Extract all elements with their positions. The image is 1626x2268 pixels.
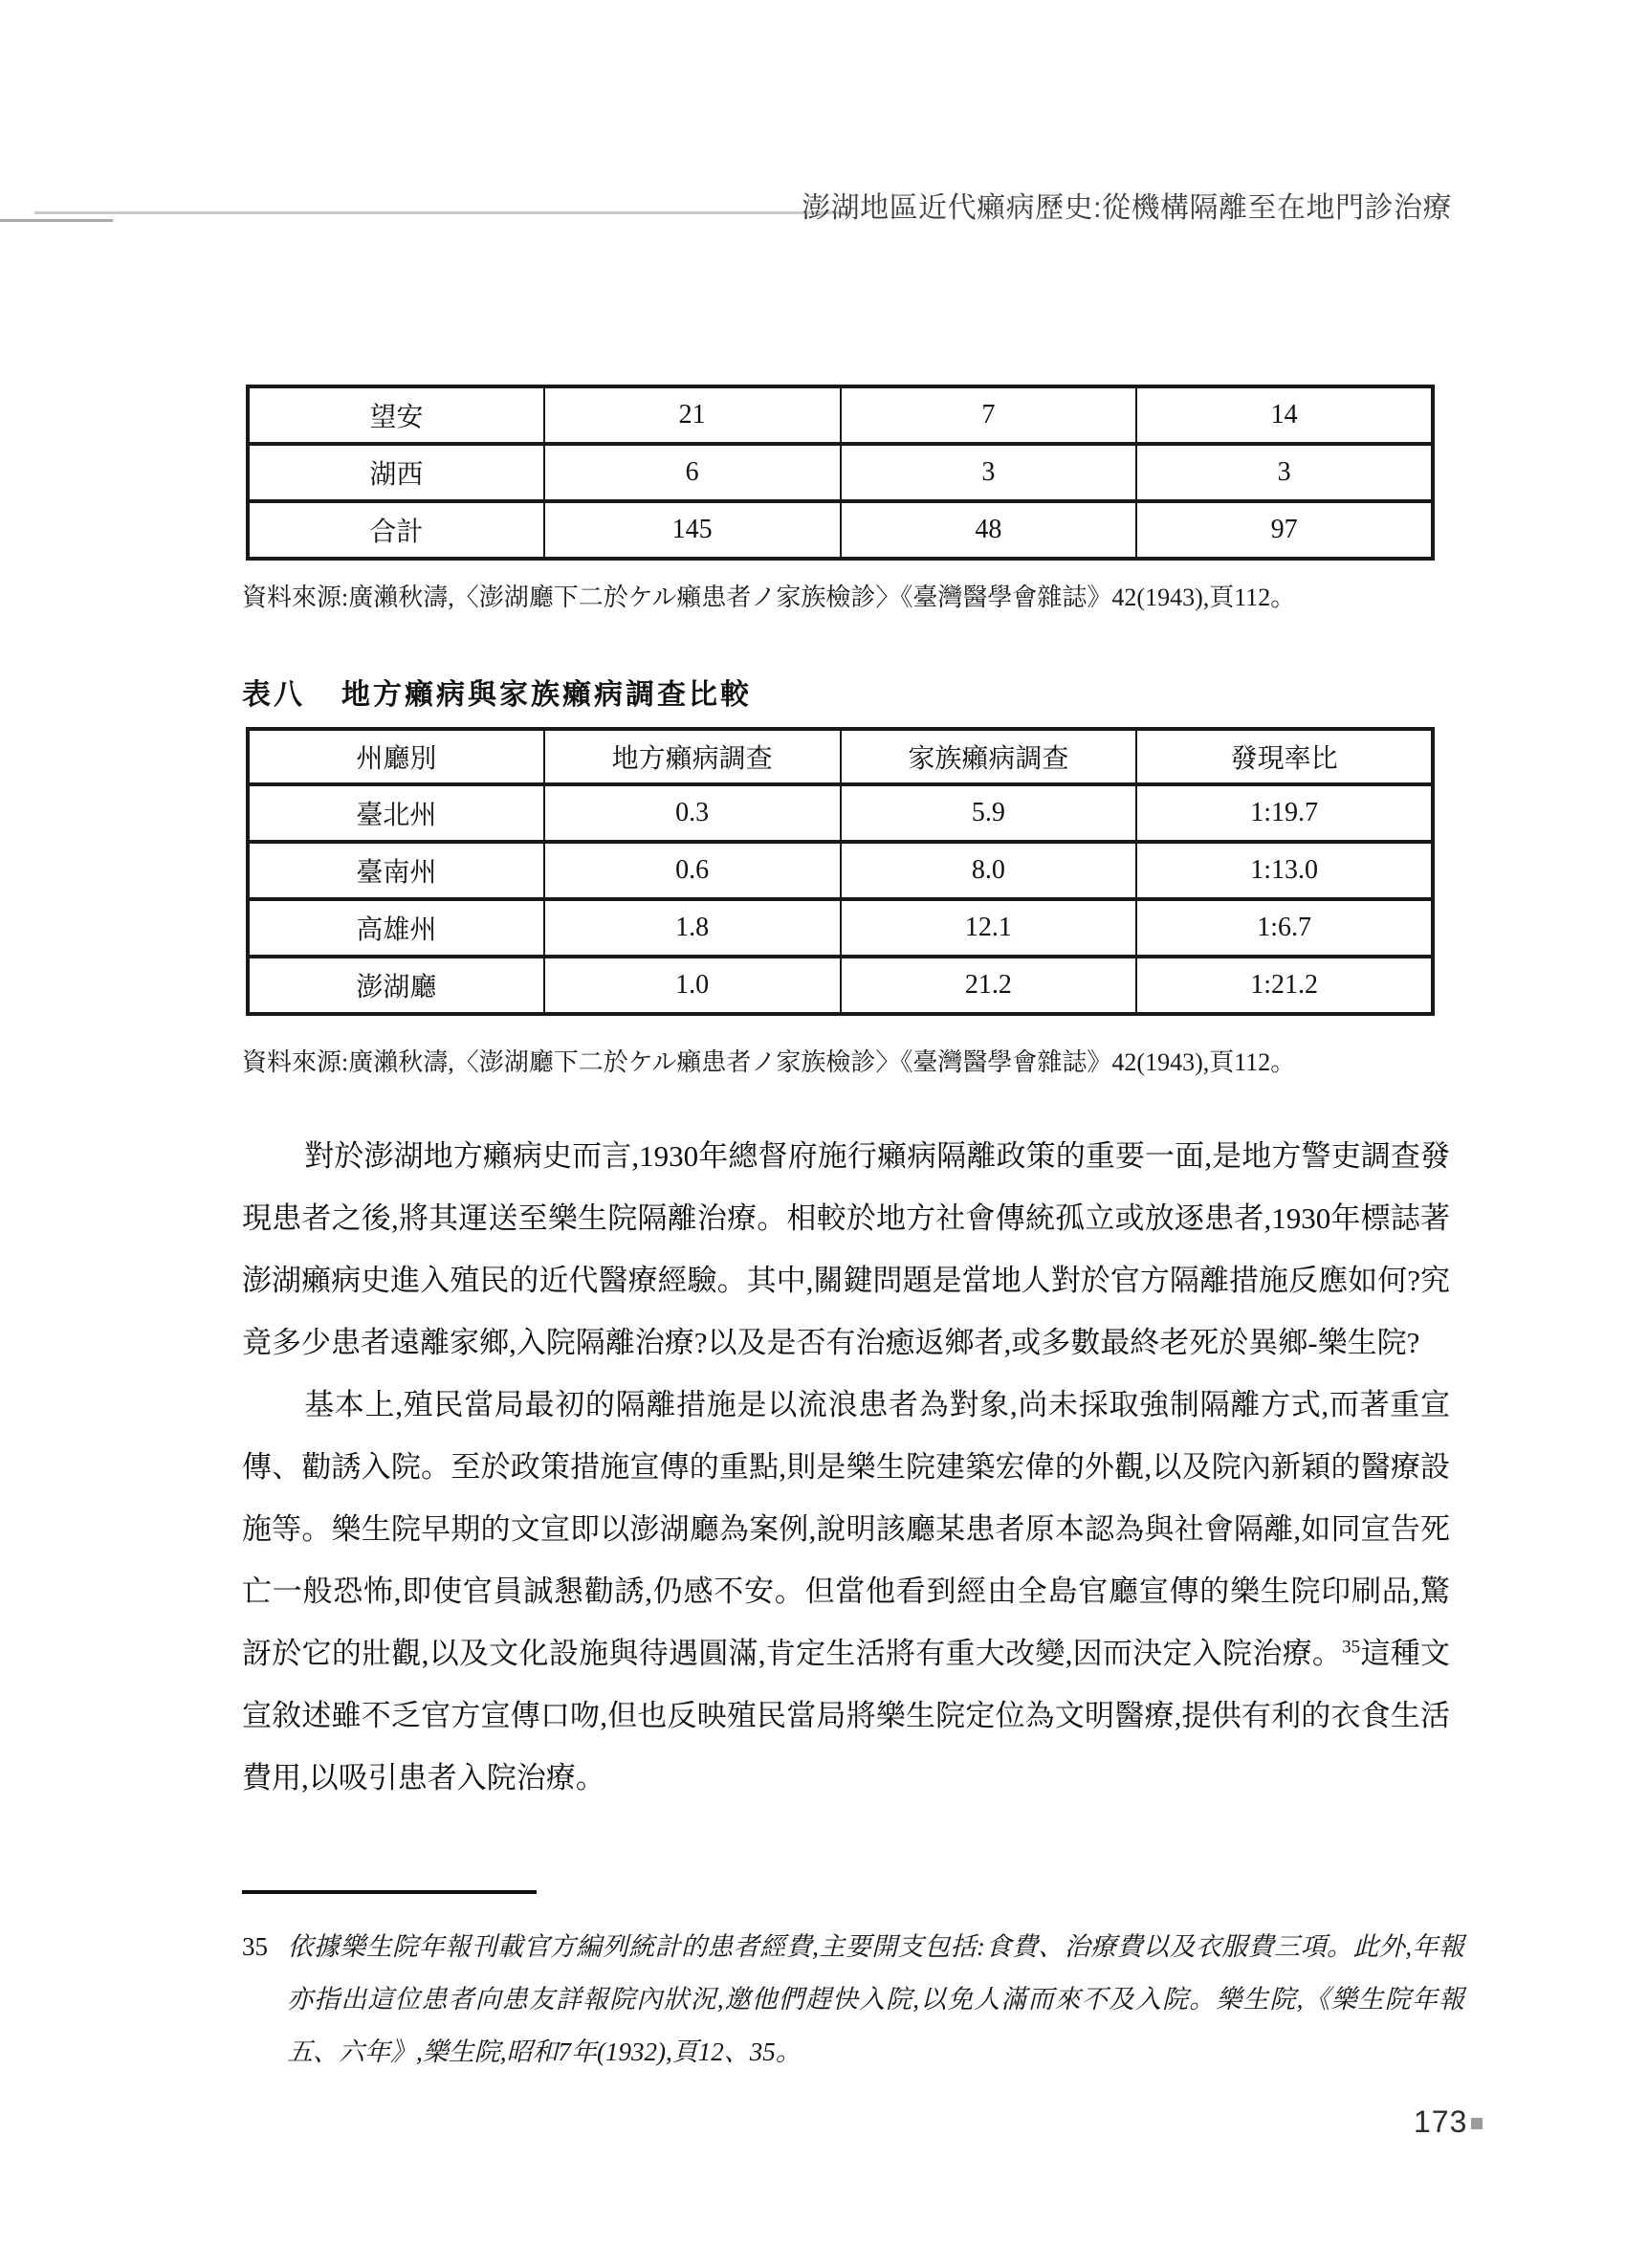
table-header-row [248,729,1433,784]
table-cell: 合計 [248,501,544,559]
table-cell: 臺北州 [248,784,544,842]
footnote [242,1921,1464,2079]
running-head-rule [34,211,851,214]
table-cell: 14 [1136,386,1433,444]
table-caption-label: 表八 [242,679,305,711]
table-cell: 澎湖廳 [248,957,544,1014]
table-caption [242,671,752,713]
table-cell: 3 [1136,444,1433,501]
footnote-ref-35: 35 [1342,1637,1361,1658]
table-cell: 97 [1136,501,1433,559]
table-cell: 高雄州 [248,899,544,957]
body-text [242,1125,1450,1809]
table-cell: 0.3 [544,784,841,842]
table-cell: 1:19.7 [1136,784,1433,842]
table-cell: 7 [841,386,1137,444]
table-cell: 5.9 [841,784,1137,842]
table-row [248,957,1433,1014]
table-cell: 1.8 [544,899,841,957]
table-cell: 3 [841,444,1137,501]
table-cell: 21 [544,386,841,444]
body-paragraph [242,1374,1450,1809]
table-source-note: 資料來源:廣瀨秋濤,〈澎湖廳下二於ケル癩患者ノ家族檢診〉《臺灣醫學會雜誌》42(1943),頁112。 [242,1048,1296,1076]
column-header: 家族癩病調查 [841,729,1137,784]
table-cell: 1:13.0 [1136,842,1433,899]
table-cell: 湖西 [248,444,544,501]
body-paragraph: 對於澎湖地方癩病史而言,1930年總督府施行癩病隔離政策的重要一面,是地方警吏調查發現患者之後,將其運送至樂生院隔離治療。相較於地方社會傳統孤立或放逐患者,1930年標誌著澎湖癩病史進入殖民的近代醫療經驗。其中,關鍵問題是當地人對於官方隔離措施反應如何?究竟多少患者遠離家鄉,入院隔離治療?以及是否有治癒返鄉者,或多數最終老死於異鄉-樂生院? [242,1139,1450,1359]
table-cell: 臺南州 [248,842,544,899]
paragraph-segment: 基本上,殖民當局最初的隔離措施是以流浪患者為對象,尚未採取強制隔離方式,而著重宣傳、勸誘入院。至於政策措施宣傳的重點,則是樂生院建築宏偉的外觀,以及院內新穎的醫療設施等。樂生院早期的文宣即以澎湖廳為案例,說明該廳某患者原本認為與社會隔離,如同宣告死亡一般恐怖,即使官員誠懇勸誘,仍感不安。但當他看到經由全島官廳宣傳的樂生院印刷品,驚訝於它的壯觀,以及文化設施與待遇圓滿,肯定生活將有重大改變,因而決定入院治療。 [242,1388,1450,1670]
table-row-total [248,501,1433,559]
table-row [248,444,1433,501]
column-header: 地方癩病調查 [544,729,841,784]
footnote-separator [242,1890,537,1894]
table-caption-title: 地方癩病與家族癩病調查比較 [341,679,752,711]
table-row [248,842,1433,899]
table-cell: 1:21.2 [1136,957,1433,1014]
footnote-number: 35 [242,1932,268,1961]
table-cell: 8.0 [841,842,1137,899]
table-row [248,386,1433,444]
table-cell: 145 [544,501,841,559]
table-cell: 望安 [248,386,544,444]
column-header: 發現率比 [1136,729,1433,784]
page-corner-mark [1471,2118,1483,2129]
column-header: 州廳別 [248,729,544,784]
table-cell: 21.2 [841,957,1137,1014]
table-cell: 1.0 [544,957,841,1014]
page-edge-rule [0,219,113,222]
table-cell: 48 [841,501,1137,559]
table-cell: 1:6.7 [1136,899,1433,957]
paragraph-segment: 這種文宣敘述雖不乏官方宣傳口吻,但也反映殖民當局將樂生院定位為文明醫療,提供有利的衣食生活費用,以吸引患者入院治療。 [242,1637,1451,1795]
table-cell: 12.1 [841,899,1137,957]
running-head-title: 澎湖地區近代癩病歷史:從機構隔離至在地門診治療 [802,192,1452,224]
table-row [248,899,1433,957]
table-family-exam-continued [246,385,1435,561]
table-row [248,784,1433,842]
page-number: 173 [1414,2104,1468,2139]
footnote-text: 依據樂生院年報刊載官方編列統計的患者經費,主要開支包括:食費、治療費以及衣服費三項。此外,年報亦指出這位患者向患友詳報院內狀況,邀他們趕快入院,以免人滿而來不及入院。樂生院,《樂生院年報五、六年》,樂生院,昭和7年(1932),頁12、35。 [287,1932,1464,2066]
table-source-note: 資料來源:廣瀨秋濤,〈澎湖廳下二於ケル癩患者ノ家族檢診〉《臺灣醫學會雜誌》42(1943),頁112。 [242,584,1296,611]
table-cell: 0.6 [544,842,841,899]
table-cell: 6 [544,444,841,501]
table-eight [246,727,1435,1016]
